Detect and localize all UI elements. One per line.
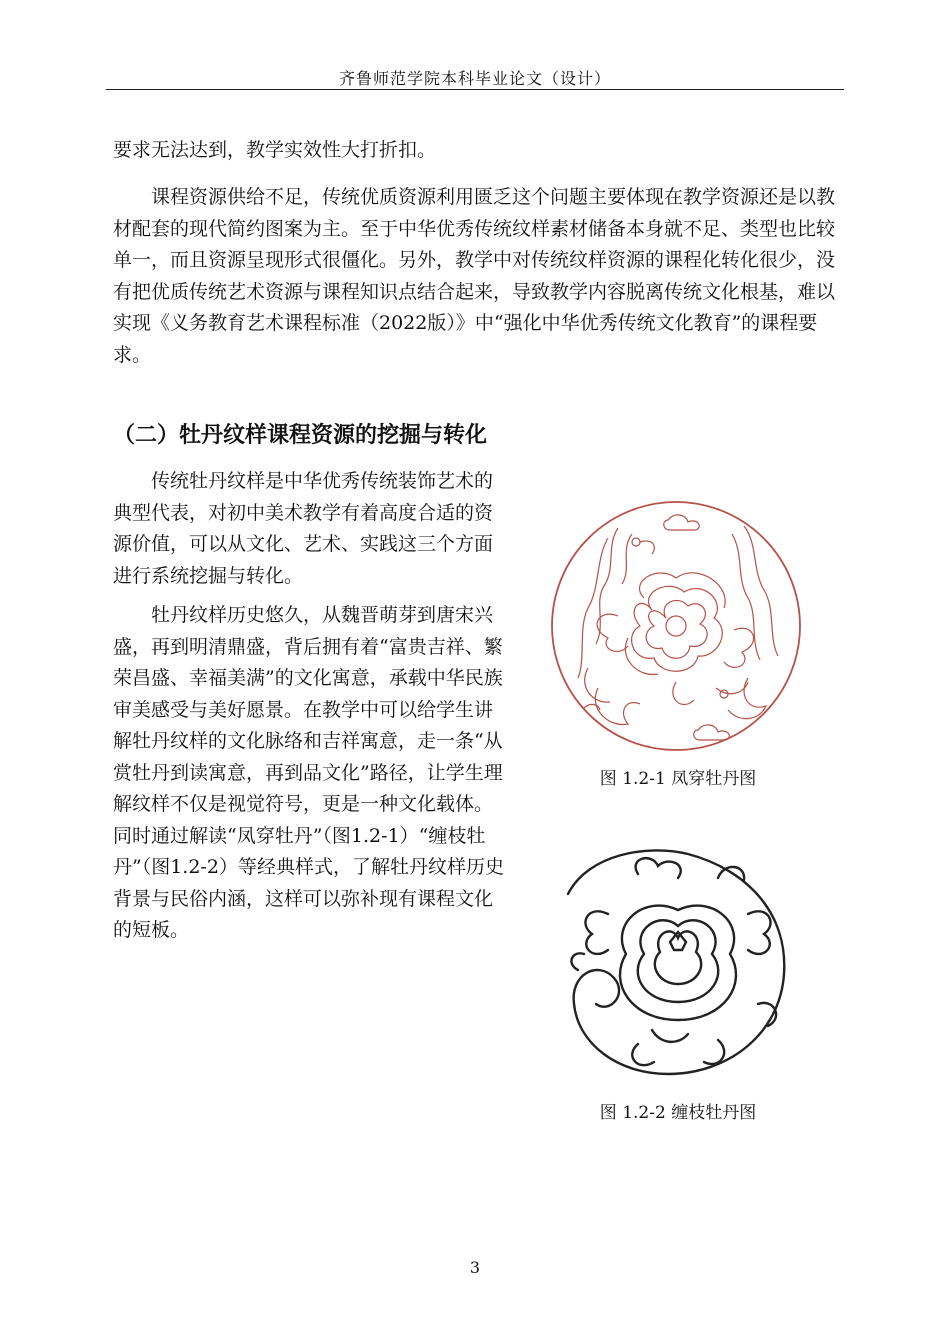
- column-paragraph-2: 牡丹纹样历史悠久，从魏晋萌芽到唐宋兴盛，再到明清鼎盛，背后拥有着“富贵吉祥、繁荣昌盛、幸福美满”的文化寓意，承载中华民族审美感受与美好愿景。在教学中可以给学生讲解牡丹纹样的文化脉络和吉祥寓意，走一条“从赏牡丹到读寓意，再到品文化”路径，让学生理解纹样不仅是视觉符号，更是一种文化载体。同时通过解读“凤穿牡丹”（图1.2-1）“缠枝牡丹”（图1.2-2）等经典样式，了解牡丹纹样历史背景与民俗内涵，这样可以弥补现有课程文化的短板。: [113, 604, 504, 941]
- figure-scrolling-peony: [548, 834, 808, 1094]
- body-line-1: 要求无法达到，教学实效性大打折扣。: [113, 139, 437, 161]
- page-number: 3: [469, 1258, 481, 1277]
- column-paragraph-1: 传统牡丹纹样是中华优秀传统装饰艺术的典型代表，对初中美术教学有着高度合适的资源价值，可以从文化、艺术、实践这三个方面进行系统挖掘与转化。: [113, 470, 494, 587]
- figure-1-caption: 图 1.2-1 凤穿牡丹图: [599, 769, 757, 789]
- running-header: 齐鲁师范学院本科毕业论文（设计）: [338, 69, 611, 88]
- section-heading: （二）牡丹纹样课程资源的挖掘与转化: [113, 423, 488, 448]
- text-column: [113, 466, 508, 947]
- figure-2-caption: 图 1.2-2 缠枝牡丹图: [599, 1103, 757, 1123]
- body-paragraph-2: 课程资源供给不足，传统优质资源利用匮乏这个问题主要体现在教学资源还是以教材配套的现代简约图案为主。至于中华优秀传统纹样素材储备本身就不足、类型也比较单一，而且资源呈现形式很僵化。另外，教学中对传统纹样资源的课程化转化很少，没有把优质传统艺术资源与课程知识点结合起来，导致教学内容脱离传统文化根基，难以实现《义务教育艺术课程标准（2022版）》中“强化中华优秀传统文化教育”的课程要求。: [113, 186, 836, 366]
- header-rule: [106, 89, 844, 90]
- figure-phoenix-peony: [548, 498, 804, 754]
